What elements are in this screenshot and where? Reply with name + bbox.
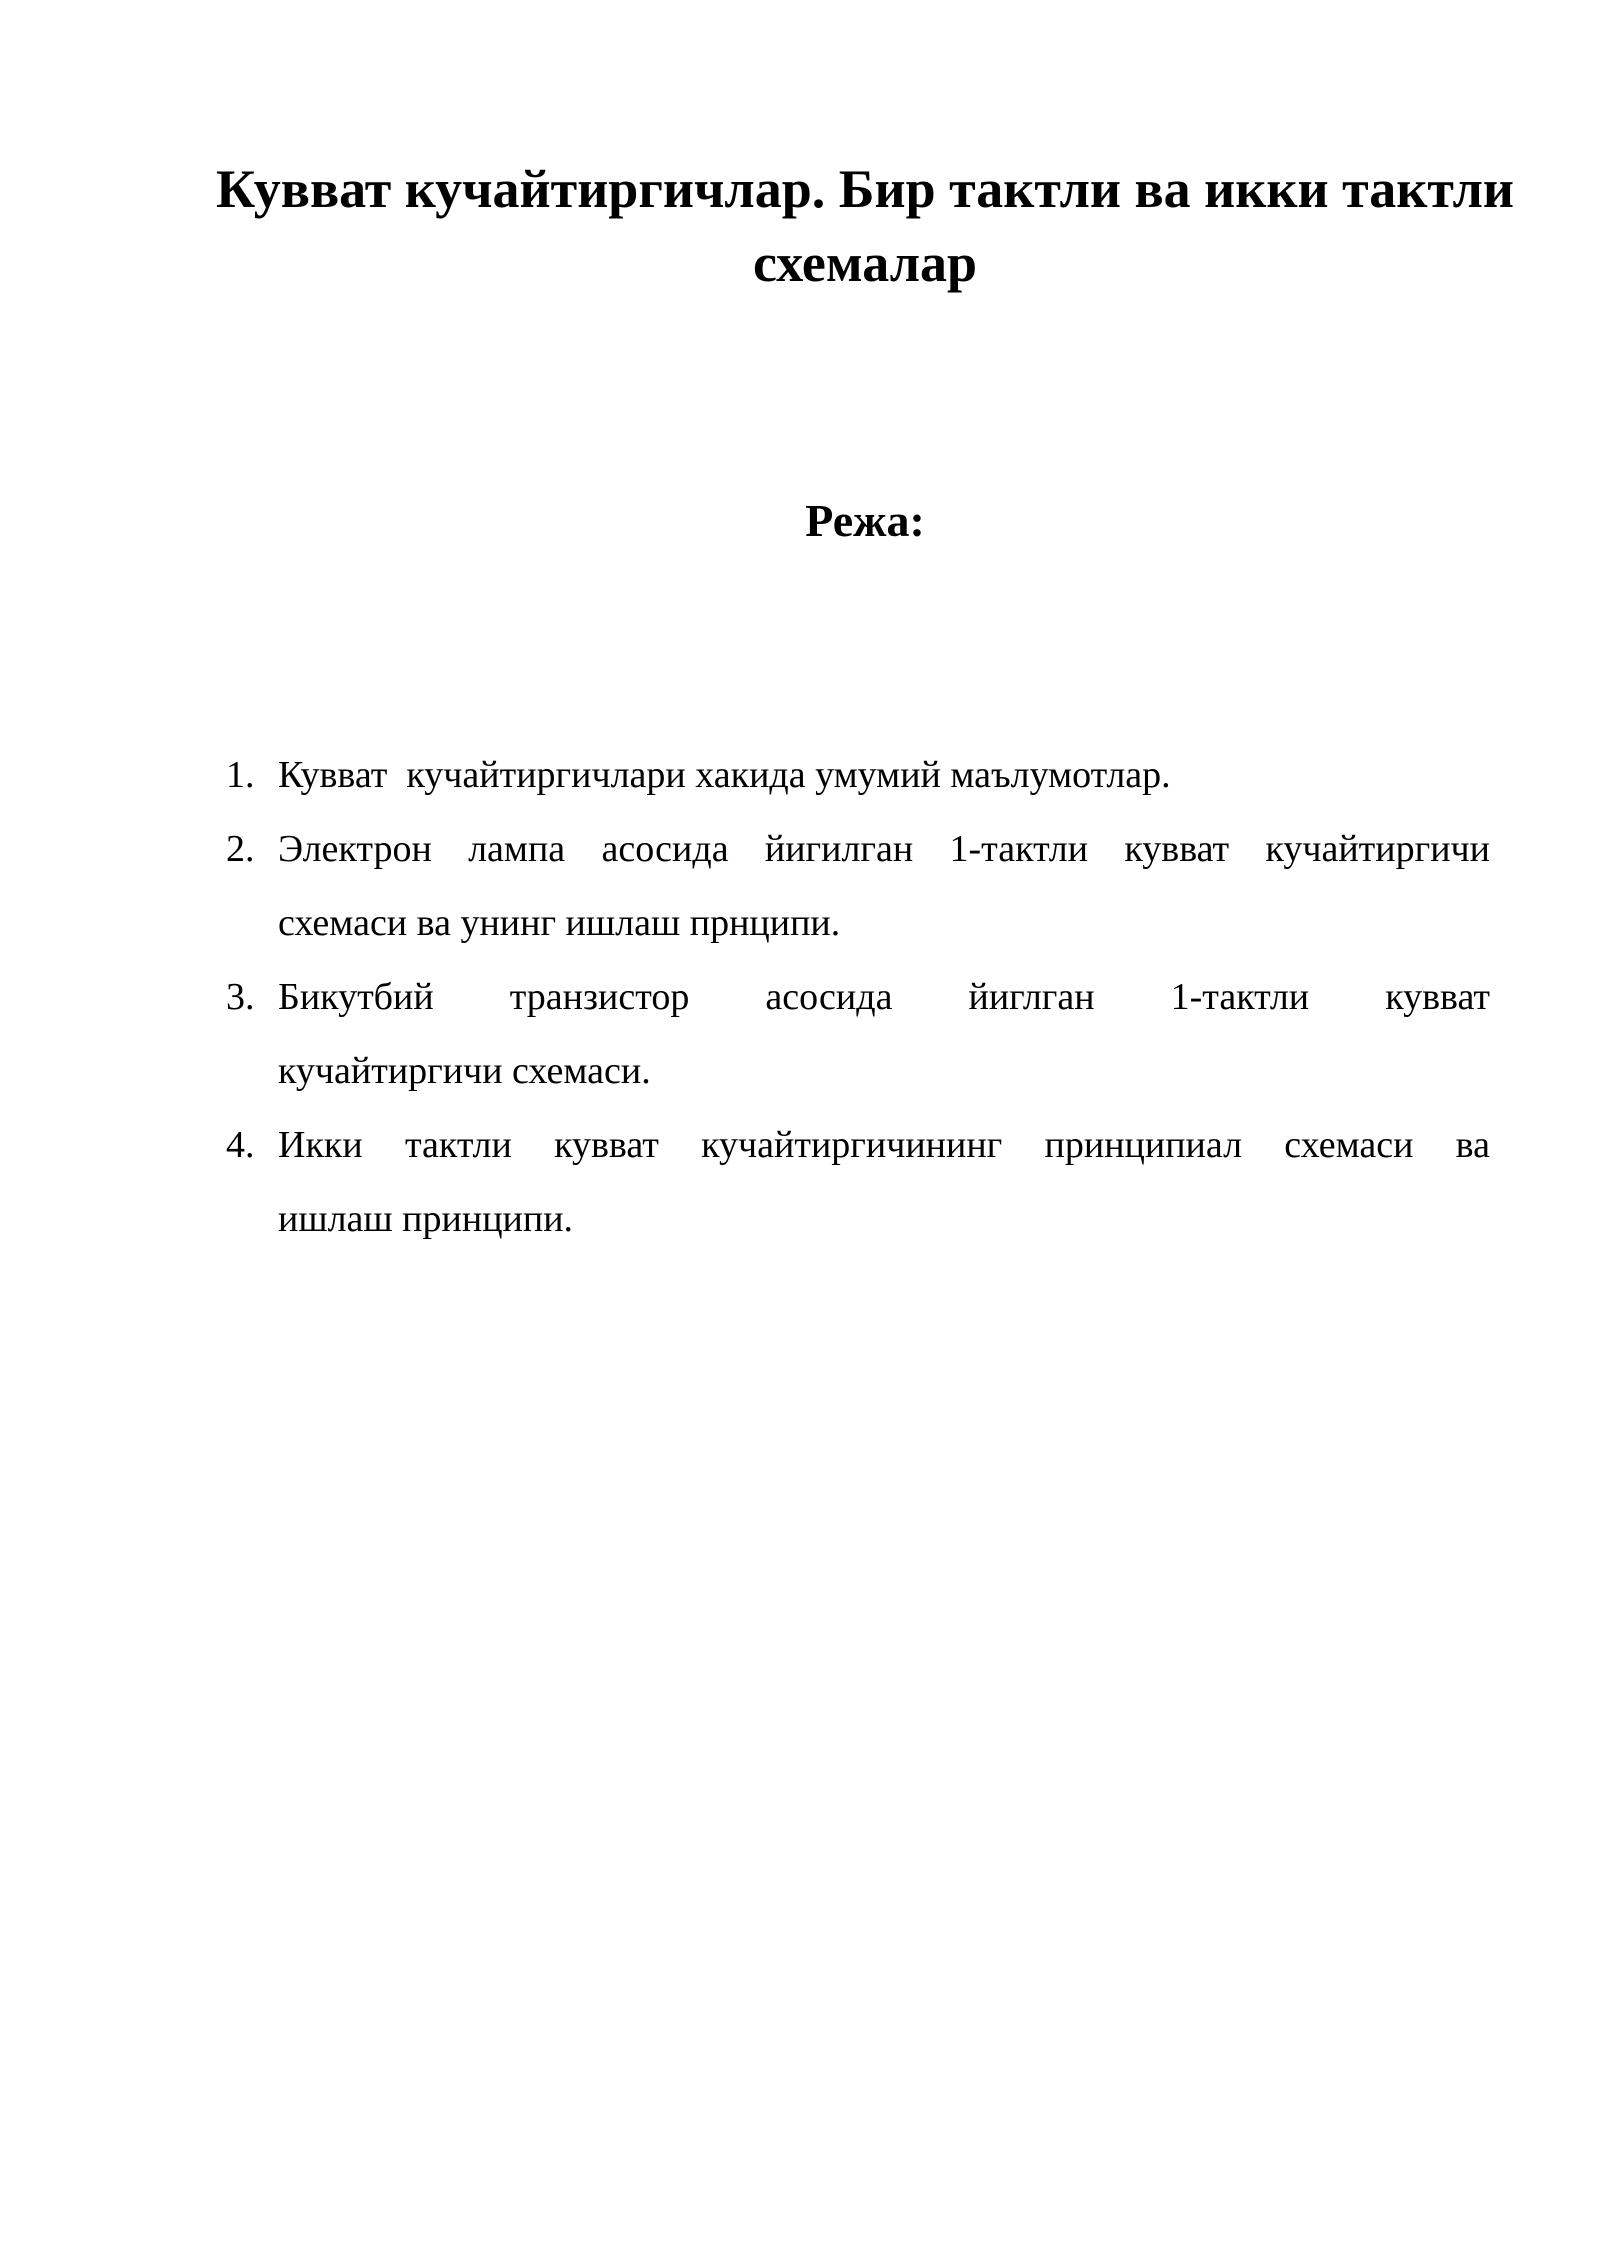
plan-item bbox=[220, 960, 1490, 1108]
plan-heading bbox=[200, 491, 1530, 551]
plan-item-line: Бикутбий транзистор асосида йиглган 1-тактли кувват bbox=[278, 976, 1490, 1018]
plan-item-line: Кувват кучайтиргичлари хакида умумий маълумотлар. bbox=[278, 754, 1171, 796]
plan-heading-rest: ежа: bbox=[832, 495, 925, 546]
plan-list bbox=[220, 738, 1490, 1256]
plan-item bbox=[220, 738, 1490, 812]
plan-item-number: 3. bbox=[226, 976, 255, 1018]
plan-item bbox=[220, 1108, 1490, 1256]
plan-item-number: 4. bbox=[226, 1124, 255, 1166]
plan-item-number: 2. bbox=[226, 828, 255, 870]
plan-heading-first-letter: Р bbox=[805, 495, 833, 546]
plan-item-line: Икки тактли кувват кучайтиргичининг принципиал схемаси ва bbox=[278, 1124, 1490, 1166]
plan-item bbox=[220, 812, 1490, 960]
plan-item-line: Электрон лампа асосида йигилган 1-тактли кувват кучайтиргичи bbox=[278, 828, 1490, 870]
plan-item-line: кучайтиргичи схемаси. bbox=[278, 1050, 651, 1092]
plan-item-line: схемаси ва унинг ишлаш прнципи. bbox=[278, 902, 841, 944]
document-title: Кувват кучайтиргичлар. Бир тактли ва икки тактли схемалар bbox=[215, 159, 1514, 293]
plan-item-number: 1. bbox=[226, 754, 255, 796]
plan-item-line: ишлаш принципи. bbox=[278, 1198, 574, 1240]
